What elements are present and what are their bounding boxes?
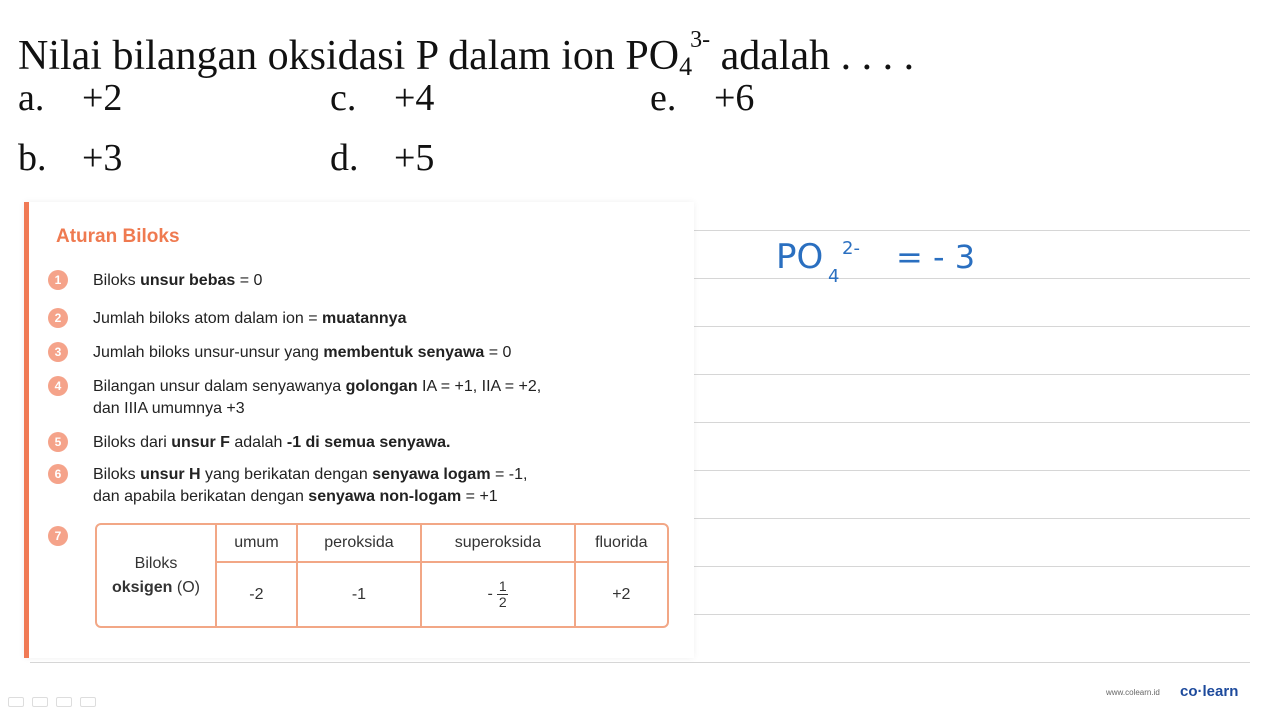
rule-number: 7 <box>48 526 68 546</box>
rule-text: Jumlah biloks unsur-unsur yang membentuk senyawa = 0 <box>93 344 512 361</box>
hw-sup: 2- <box>842 238 860 259</box>
option-b: b. +3 <box>18 137 123 179</box>
hw-formula: PO <box>776 237 824 277</box>
tool-highlighter-icon[interactable] <box>32 697 48 707</box>
player-toolbar <box>8 694 104 712</box>
table-cell-peroksida: -1 <box>298 563 422 626</box>
card-accent-bar <box>24 202 29 658</box>
rule-number: 3 <box>48 342 68 362</box>
handwritten-annotation <box>770 232 990 292</box>
rule-number: 2 <box>48 308 68 328</box>
card-title: Aturan Biloks <box>56 226 180 247</box>
notebook-line <box>30 662 1250 663</box>
option-c: c. +4 <box>330 77 435 119</box>
rule-number: 6 <box>48 464 68 484</box>
notebook-line <box>690 566 1250 567</box>
rule-text: Bilangan unsur dalam senyawanya golongan IA = +1, IIA = +2, dan IIIA umumnya +3 <box>93 378 542 417</box>
notebook-line <box>690 614 1250 615</box>
question-text: Nilai bilangan oksidasi P dalam ion $PO_4^{3-}$ adalah . . . . <box>18 27 915 81</box>
table-row-label: Biloks oksigen (O) <box>97 525 217 626</box>
table-cell-fluorida: +2 <box>612 585 631 603</box>
notebook-line <box>690 374 1250 375</box>
table-cell-superoksida: - $\frac{1}{2}$ <box>422 563 576 626</box>
rule-number: 1 <box>48 270 68 290</box>
notebook-line <box>690 422 1250 423</box>
tool-eraser-icon[interactable] <box>56 697 72 707</box>
notebook-line <box>690 326 1250 327</box>
tool-pen-icon[interactable] <box>8 697 24 707</box>
oxygen-biloks-table <box>95 523 669 628</box>
option-e: e. +6 <box>650 77 755 119</box>
table-cell-umum: -2 <box>217 563 298 626</box>
colearn-logo: co·learn <box>1180 683 1239 700</box>
rule-text: Jumlah biloks atom dalam ion = muatannya <box>93 310 407 327</box>
footer-url: www.colearn.id <box>1106 688 1160 697</box>
rule-text: Biloks unsur H yang berikatan dengan senyawa logam = -1, dan apabila berikatan dengan senyawa non-logam = +1 <box>93 466 528 505</box>
rule-number: 5 <box>48 432 68 452</box>
tool-pointer-icon[interactable] <box>80 697 96 707</box>
table-header-peroksida: peroksida <box>298 525 422 563</box>
table-header-fluorida: fluorida <box>576 525 667 563</box>
fraction: $\frac{1}{2}$ <box>498 578 507 610</box>
rule-number: 4 <box>48 376 68 396</box>
option-d: d. +5 <box>330 137 435 179</box>
rule-text: Biloks dari unsur F adalah -1 di semua senyawa. <box>93 434 451 451</box>
hw-rest: = - 3 <box>896 238 976 276</box>
notebook-line <box>690 518 1250 519</box>
option-a: a. +2 <box>18 77 123 119</box>
hw-sub: 4 <box>828 266 840 287</box>
notebook-line <box>690 470 1250 471</box>
rule-text: Biloks unsur bebas = 0 <box>93 272 263 289</box>
table-header-umum: umum <box>217 525 298 563</box>
notebook-line <box>690 230 1250 231</box>
table-header-superoksida: superoksida <box>422 525 576 563</box>
